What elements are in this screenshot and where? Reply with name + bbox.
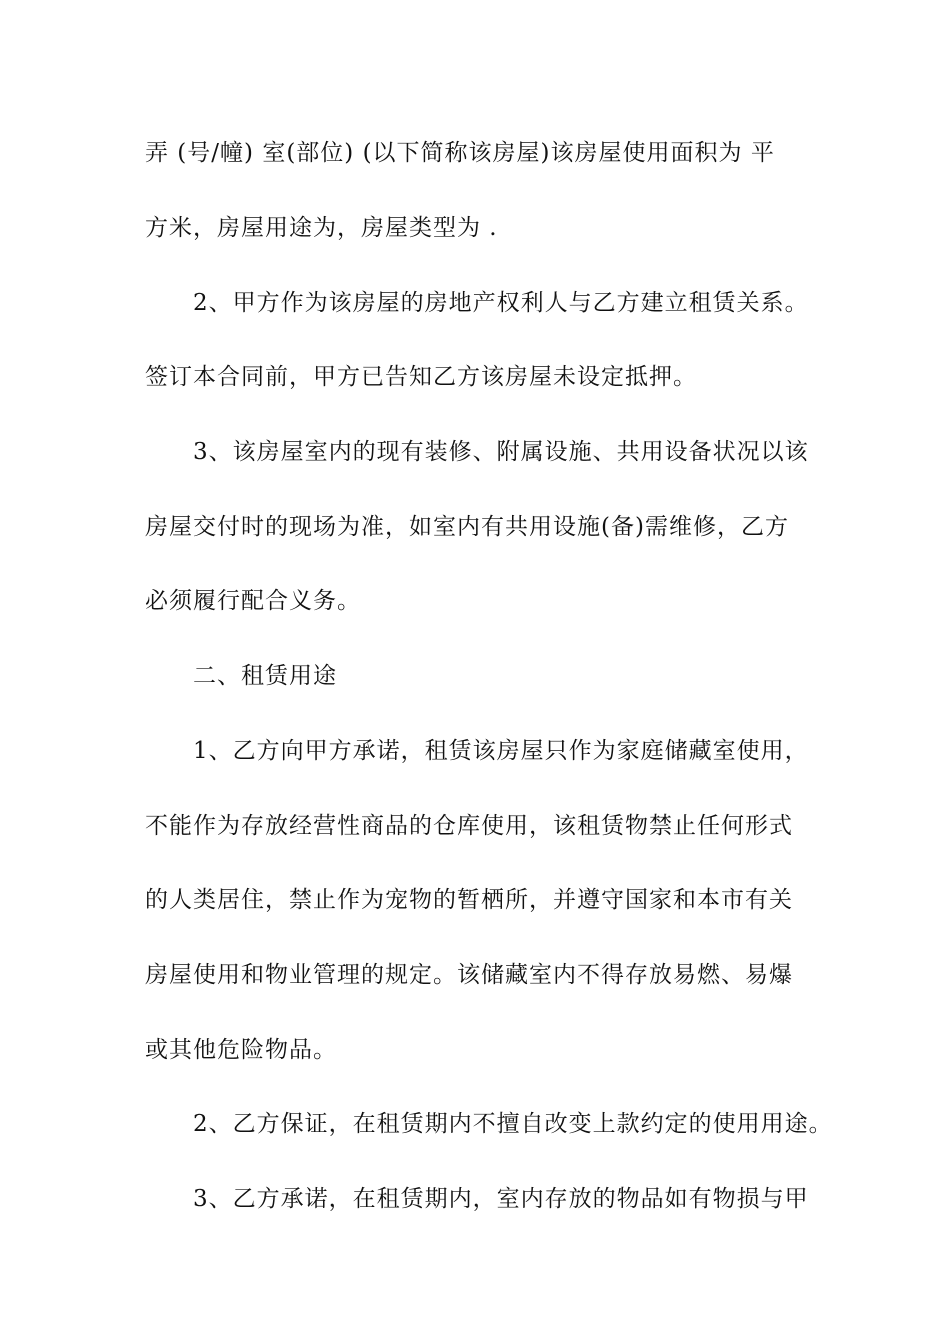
- paragraph-line: 方米，房屋用途为，房屋类型为 .: [145, 215, 498, 241]
- paragraph-line: 房屋使用和物业管理的规定。该储藏室内不得存放易燃、易爆: [145, 962, 793, 988]
- paragraph-line: 必须履行配合义务。: [145, 588, 361, 614]
- paragraph-line: 2、乙方保证，在租赁期内不擅自改变上款约定的使用用途。: [193, 1111, 833, 1137]
- paragraph-line: 房屋交付时的现场为准，如室内有共用设施(备)需维修，乙方: [145, 514, 789, 540]
- paragraph-line: 3、乙方承诺，在租赁期内，室内存放的物品如有物损与甲: [193, 1186, 809, 1212]
- paragraph-line: 2、甲方作为该房屋的房地产权利人与乙方建立租赁关系。: [193, 290, 809, 316]
- paragraph-line: 的人类居住，禁止作为宠物的暂栖所，并遵守国家和本市有关: [145, 887, 793, 913]
- paragraph-line: 签订本合同前，甲方已告知乙方该房屋未设定抵押。: [145, 364, 697, 390]
- paragraph-line: 3、该房屋室内的现有装修、附属设施、共用设备状况以该: [193, 439, 809, 465]
- paragraph-line: 或其他危险物品。: [145, 1037, 337, 1063]
- paragraph-line: 1、乙方向甲方承诺，租赁该房屋只作为家庭储藏室使用，: [193, 738, 809, 764]
- paragraph-line: 弄 (号/幢) 室(部位) (以下简称该房屋)该房屋使用面积为 平: [145, 140, 775, 166]
- paragraph-line: 不能作为存放经营性商品的仓库使用，该租赁物禁止任何形式: [145, 813, 793, 839]
- section-heading: 二、租赁用途: [193, 663, 337, 689]
